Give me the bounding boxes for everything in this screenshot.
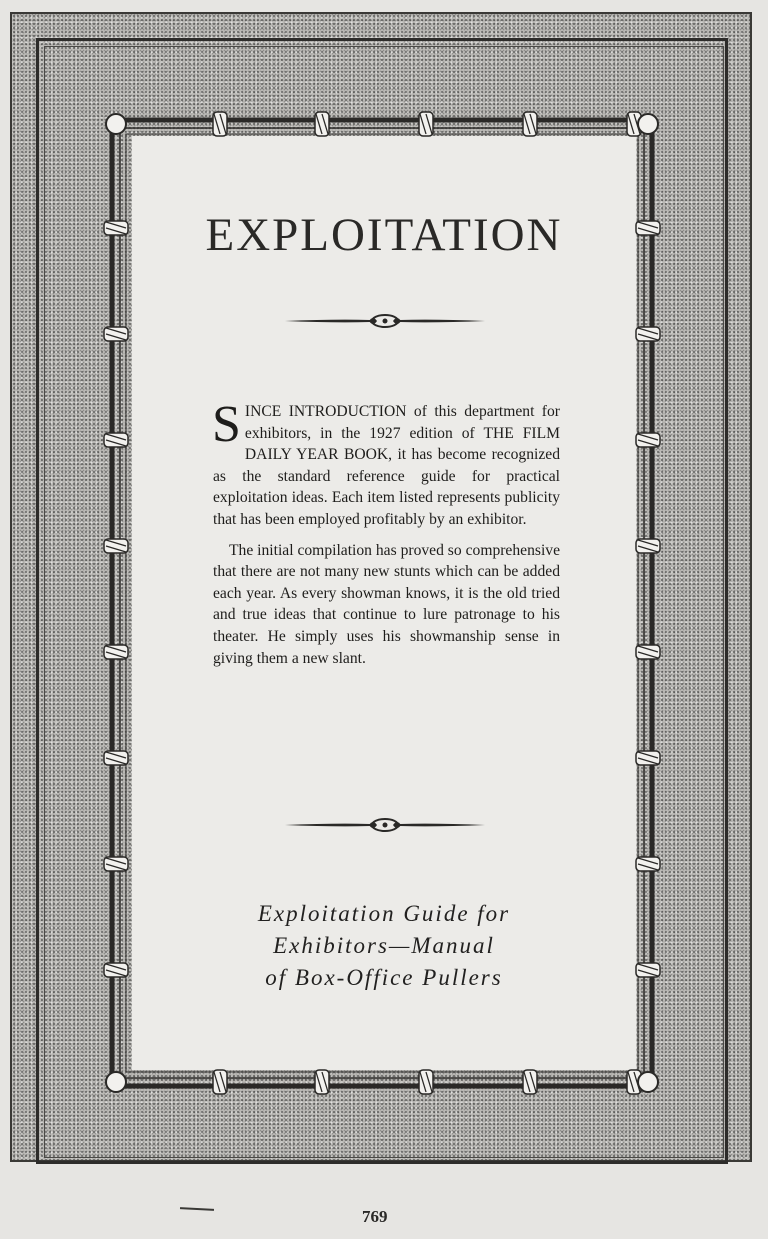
rope-tie <box>213 112 227 136</box>
rope-tie <box>315 112 329 136</box>
stray-ink-mark <box>180 1207 214 1211</box>
rope-tie <box>315 1070 329 1094</box>
rope-tie <box>523 1070 537 1094</box>
rope-tie <box>636 327 660 341</box>
subtitle-line-2: Exhibitors—Manual <box>273 933 495 958</box>
rope-tie <box>104 539 128 553</box>
drop-cap: S <box>212 396 241 453</box>
corner-knot <box>638 1072 658 1092</box>
rope-tie <box>104 645 128 659</box>
rope-tie <box>636 221 660 235</box>
subtitle <box>132 898 636 994</box>
rope-tie <box>104 221 128 235</box>
rope-tie <box>213 1070 227 1094</box>
rope-tie <box>104 327 128 341</box>
rope-tie <box>523 112 537 136</box>
rope-tie <box>636 751 660 765</box>
rope-tie <box>104 963 128 977</box>
body-text <box>212 396 560 669</box>
subtitle-line-1: Exploitation Guide for <box>257 901 511 926</box>
corner-knot <box>106 114 126 134</box>
paragraph-intro <box>212 396 560 531</box>
paragraph-intro-text: INCE INTRODUCTION of this department for exhibitors, in the 1927 edition of THE FILM DAILY YEAR BOOK, it has become recognized as the standard reference guide for practical exploitation ideas. Each item listed represents publicity that has been employed profitably by an exhibitor. <box>213 403 560 528</box>
rope-tie <box>636 857 660 871</box>
corner-knot <box>106 1072 126 1092</box>
rope-tie <box>419 112 433 136</box>
ornament-divider-top <box>285 311 485 331</box>
page-number: 769 <box>362 1207 388 1226</box>
rope-tie <box>419 1070 433 1094</box>
rope-tie <box>636 539 660 553</box>
ornament-divider-bottom <box>285 815 485 835</box>
page-title: EXPLOITATION <box>205 209 563 261</box>
corner-knot <box>638 114 658 134</box>
paragraph-compilation: The initial compilation has proved so comprehensive that there are not many new stunts which can be added each year. As every showman knows, it is the old tried and true ideas that continue to lure patronage to his theater. He simply uses his showmanship sense in giving them a new slant. <box>213 541 560 667</box>
rope-tie <box>104 857 128 871</box>
rope-tie <box>636 963 660 977</box>
rope-tie <box>636 645 660 659</box>
rope-tie <box>104 751 128 765</box>
subtitle-line-3: of Box-Office Pullers <box>265 965 503 990</box>
rope-tie <box>104 433 128 447</box>
rope-tie <box>636 433 660 447</box>
